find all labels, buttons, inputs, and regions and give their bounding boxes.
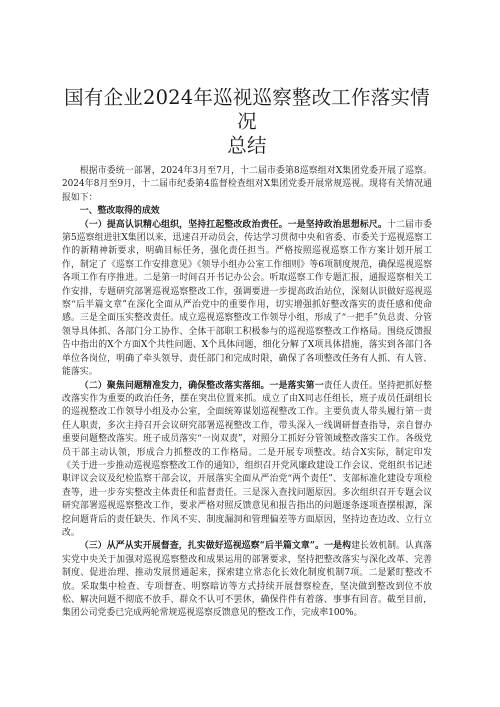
document-title — [62, 86, 432, 158]
subsection-3-heading-tail: 建长效机制。 — [351, 541, 406, 552]
section-1-heading: 一、整改取得的成效 — [79, 206, 160, 217]
document-body — [62, 165, 432, 621]
subsection-1 — [62, 219, 432, 380]
intro-paragraph: 根据市委统一部署，2024年3月至7月，十二届市委第8巡察组对X集团党委开展了巡察。2024年8月至9月，十二届市纪委第4监督检查组对X集团党委开展常规巡视。现将有关情况通报如下： — [62, 166, 432, 203]
subsection-3 — [62, 540, 432, 620]
subsection-1-body: 十二届市委第5巡察组进驻X集团以来，迅速召开动员会，传达学习贯彻中央和省委、市委关于巡视巡察工作的新精神新要求，明确目标任务，强化责任担当。严格按照巡视巡察工作方案计划开展工作，制定了《巡察工作安排意见》《领导小组办公室工作细则》等6项制度规范，确保巡视巡察各项工作有序推进。二是第一时间召开书记办公会。听取巡察工作专题汇报，通报巡察相关工作安排，专题研究部署巡视巡察整改工作，强调要进一步提高政治站位，深刻认识做好巡视巡察“后半篇文章”在深化全面从严治党中的重要作用，切实增强抓好整改落实的责任感和使命感。三是全面压实整改责任。成立巡视巡察整改工作领导小组，形成了“一把手”负总责、分管领导具体抓、各部门分工协作、全体干部职工积极参与的巡视巡察整改工作格局。围绕反馈报告中指出的X个方面X个共性问题、X个具体问题，细化分解了X项具体措施，落实到各部门各单位各岗位，明确了牵头领导、责任部门和完成时限，确保了各项整改任务有人抓、有人管、能落实。 — [62, 219, 432, 378]
subsection-3-body: 认真落实党中央关于加强对巡视巡察整改和成果运用的部署要求，坚持把整改落实与深化改革、完善制度、促进治理、推动发展贯通起来，探索建立常态化长效化制度机制7项。二是紧盯整改不放。采取集中检查、专项督查、明察暗访等方式持续开展督察检查，坚决做到整改到位不放松、解决问题不彻底不放手、群众不认可不罢休，确保件件有着落、事事有回音。截至目前，集团公司党委已完成两轮常规巡视巡察反馈意见的整改工作，完成率100%。 — [62, 541, 433, 619]
title-line-2: 总结 — [227, 134, 267, 157]
title-line-1: 国有企业2024年巡视巡察整改工作落实情况 — [64, 86, 430, 133]
subsection-2-body: 持把抓好整改落实作为重要的政治任务，摆在突出位置来抓。成立了由X同志任组长，班子成员任副组长的巡视整改工作领导小组及办公室，全面统筹谋划巡视整改工作。主要负责人带头履行第一责任人职责，多次主持召开会议研究部署巡视整改工作，带头深入一线调研督查指导，亲自督办重要问题整改落实。班子成员落实“一岗双责”，对照分工抓好分管领域整改落实工作。各级党员干部主动认领，形成合力抓整改的工作格局。二是开展专项整改。结合X实际，制定印发《关于进一步推动巡视巡察整改工作的通知》，组织召开党风廉政建设工作会议、党组织书记述职评议会议及纪检监察干部会议，开展落实全面从严治党“两个责任”、支部标准化建设专项检查等，进一步夯实整改主体责任和监督责任。三是深入查找问题原因。多次组织召开专题会议研究部署巡视巡察整改工作，要求严格对照反馈意见和报告指出的问题逐条逐项查摆根源，深挖问题背后的责任缺失、作风不实、制度漏洞和管理偏差等方面原因，坚持边查边改、立行立改。 — [62, 380, 433, 538]
subsection-1-heading: （一）提高认识精心组织，坚持扛起整改政治责任。一是坚持政治思想标尺。 — [79, 219, 387, 230]
subsection-3-heading: （三）从严从实开展督查，扎实做好巡视巡察“后半篇文章”。一是构 — [79, 541, 352, 552]
subsection-2-heading: （二）聚焦问题精准发力，确保整改落实落细。一是落实第一 — [79, 380, 324, 391]
subsection-2 — [62, 380, 432, 541]
subsection-2-heading-tail: 责任人责任。坚 — [323, 380, 387, 391]
